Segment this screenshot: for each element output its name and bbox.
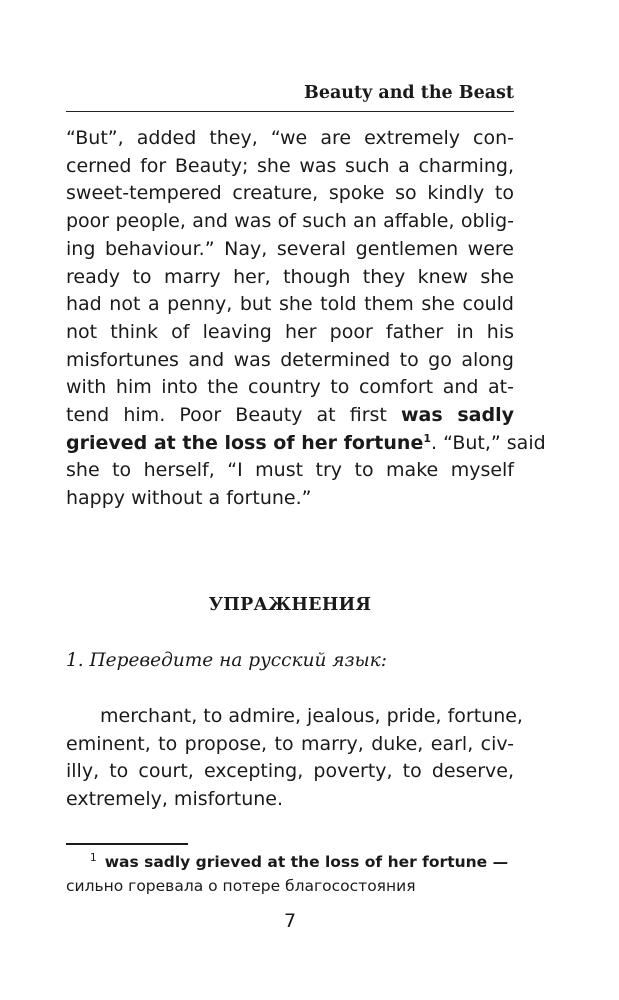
- bold-phrase: was sadly: [400, 404, 514, 427]
- story-line: [66, 430, 546, 458]
- footnote: [66, 850, 514, 898]
- footnote-rule: [66, 843, 188, 845]
- exercise-title: 1. Переведите на русский язык:: [66, 650, 387, 671]
- story-paragraph: [66, 125, 546, 513]
- story-line: had not a penny, but she told them she could: [66, 293, 514, 316]
- story-line: sweet-tempered creature, spoke so kindly to: [66, 182, 514, 205]
- story-line: [66, 402, 514, 430]
- word-list-line: eminent, to propose, to marry, duke, earl, civ-: [66, 732, 514, 755]
- section-heading: УПРАЖНЕНИЯ: [208, 595, 372, 615]
- word-list-line: merchant, to admire, jealous, pride, fortune,: [100, 705, 523, 727]
- footnote-translation: сильно горевала о потере благосостояния: [66, 877, 416, 895]
- running-head: Beauty and the Beast: [304, 83, 514, 103]
- footnote-phrase: was sadly grieved at the loss of her fortune —: [104, 853, 509, 871]
- footnote-reference[interactable]: 1: [423, 431, 431, 445]
- footnote-number: 1: [90, 852, 97, 864]
- story-text: . “But,” said: [430, 431, 546, 454]
- page-number: 7: [283, 910, 297, 932]
- footnote-line: [66, 850, 514, 874]
- story-line: poor people, and was of such an affable, oblig-: [66, 210, 514, 233]
- story-line: ing behaviour.” Nay, several gentlemen were: [66, 237, 514, 260]
- word-list-line: illy, to court, excepting, poverty, to deserve,: [66, 760, 514, 783]
- story-line: ready to marry her, though they knew she: [66, 265, 514, 288]
- story-line: misfortunes and was determined to go along: [66, 348, 514, 371]
- story-line: she to herself, “I must try to make myself: [66, 459, 514, 482]
- story-text: tend him. Poor Beauty at first: [66, 404, 401, 427]
- exercise-word-list: [66, 703, 523, 814]
- story-line: happy without a fortune.”: [66, 487, 312, 510]
- story-line: with him into the country to comfort and at-: [66, 376, 514, 399]
- word-list-line: extremely, misfortune.: [66, 788, 284, 811]
- story-line: not think of leaving her poor father in his: [66, 320, 514, 343]
- story-line: “But”, added they, “we are extremely con-: [66, 127, 514, 149]
- header-rule: [66, 111, 514, 112]
- bold-phrase: grieved at the loss of her fortune: [66, 431, 424, 454]
- story-line: cerned for Beauty; she was such a charming,: [66, 154, 514, 177]
